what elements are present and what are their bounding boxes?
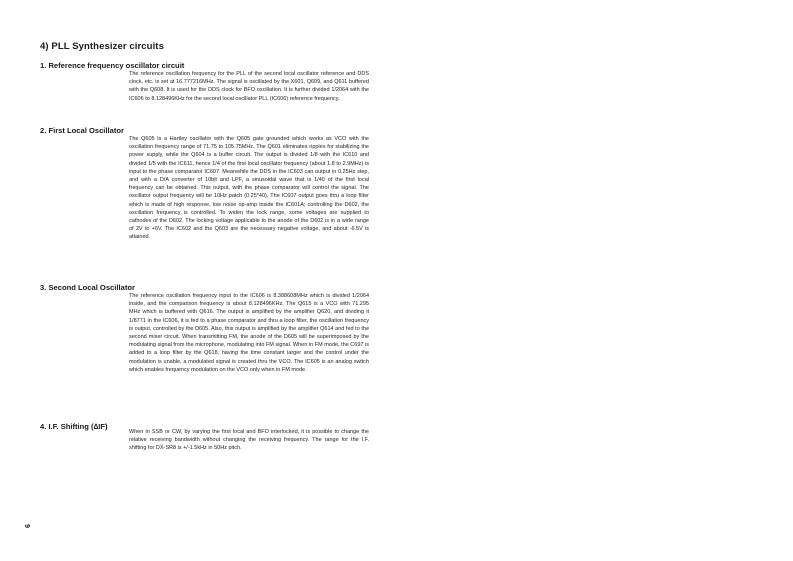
section-first-local-oscillator <box>40 126 370 242</box>
section-heading: 1. Reference frequency oscillator circuit <box>40 61 185 70</box>
section-heading: 2. First Local Oscillator <box>40 126 124 135</box>
section-body: When in SSB or CW, by varying the first local and BFO interlocked, it is possible to change the relative receiving bandwidth without changing the receiving frequency. The range for the I.F. shifting for DX-SR8 is +/-1.5kHz in 50Hz pitch. <box>129 429 369 452</box>
section-body: The Q605 is a Hartley oscillator with the Q605 gate grounded which works as VCO with the oscillation frequency range of 71.75 to 105.75MHz. The Q601 eliminates ripples for stabilizing the power supply, while the Q604 is a buffer circuit. The output is divided 1/8 with the IC610 and divided 1/5 with the IC611, hence 1/4 of the first local oscillator frequency (about 1.8 to 2.9MHz) is input to the phase comparator IC607. Meanwhile the DDS in the IC603 can output in 0.25Hz step, and with a D/A converter of 10bit and LPF, a sinusoidal wave that is 1/40 of the first local frequency can be obtained. This output, with the phase comparator will control the signal. The oscillator output frequency will be 10Hz patch (0.25*40). The IC607 output goes thru a loop filter which is made of high response, low noise op-amp inside the IC601A; controlling the D602, the oscillation frequency is controlled. To widen the lock range, some voltages are supplied to cathodes of the D602. The locking voltage applicable to the anode of the D602 is in a wide range of 2V to +6V. The IC602 and the Q603 are the necessary negative voltage, and about -6.5V is attained. <box>129 136 369 241</box>
section-reference-oscillator <box>40 61 370 103</box>
page-number: 6 <box>25 524 32 528</box>
section-body: The reference oscillation frequency for the PLL of the second local oscillator reference and DDS clock, etc. is set at 16.777216MHz. The signal is oscillated by the X601, Q609, and Q611 buffered with the Q608. It is used for the DDS clock for BFO oscillation. It is further divided 1/2064 with the IC606 to 8.128496KHz for the second local oscillator PLL (IC606) reference frequency. <box>129 71 369 102</box>
section-heading: 4. I.F. Shifting (∆IF) <box>40 422 108 431</box>
section-body: The reference oscillation frequency input to the IC606 is 8.388608MHz which is divided 1/2064 inside, and the comparison frequency is about 8.128496KHz. The Q615 is a VCO with 71.295 MHz which is buffered with Q616. The output is amplified by the amplifier Q620, and dividing it 1/8771 in the IC606, it is fed to a phase comparator and thru a loop filter, the oscillation frequency is output, controlled by the D605. Also, this output is amplified by the amplifier Q614 and fed to the second mixer circuit. When transmitting FM, the anode of the D605 will be superimposed by the modulating signal from the microphone, modulating into FM signal. When in FM mode, the C697 is added to a loop filter by the Q618, having the time constant larger and the control under the modulation is unable, a modulated signal is created thru the VCO. The IC605 is an analog switch which enables frequency modulation on the VCO only when in FM mode. <box>129 293 369 373</box>
section-heading: 3. Second Local Oscillator <box>40 283 135 292</box>
section-second-local-oscillator <box>40 283 370 374</box>
section-if-shifting <box>40 422 370 453</box>
page-title: 4) PLL Synthesizer circuits <box>40 41 164 52</box>
